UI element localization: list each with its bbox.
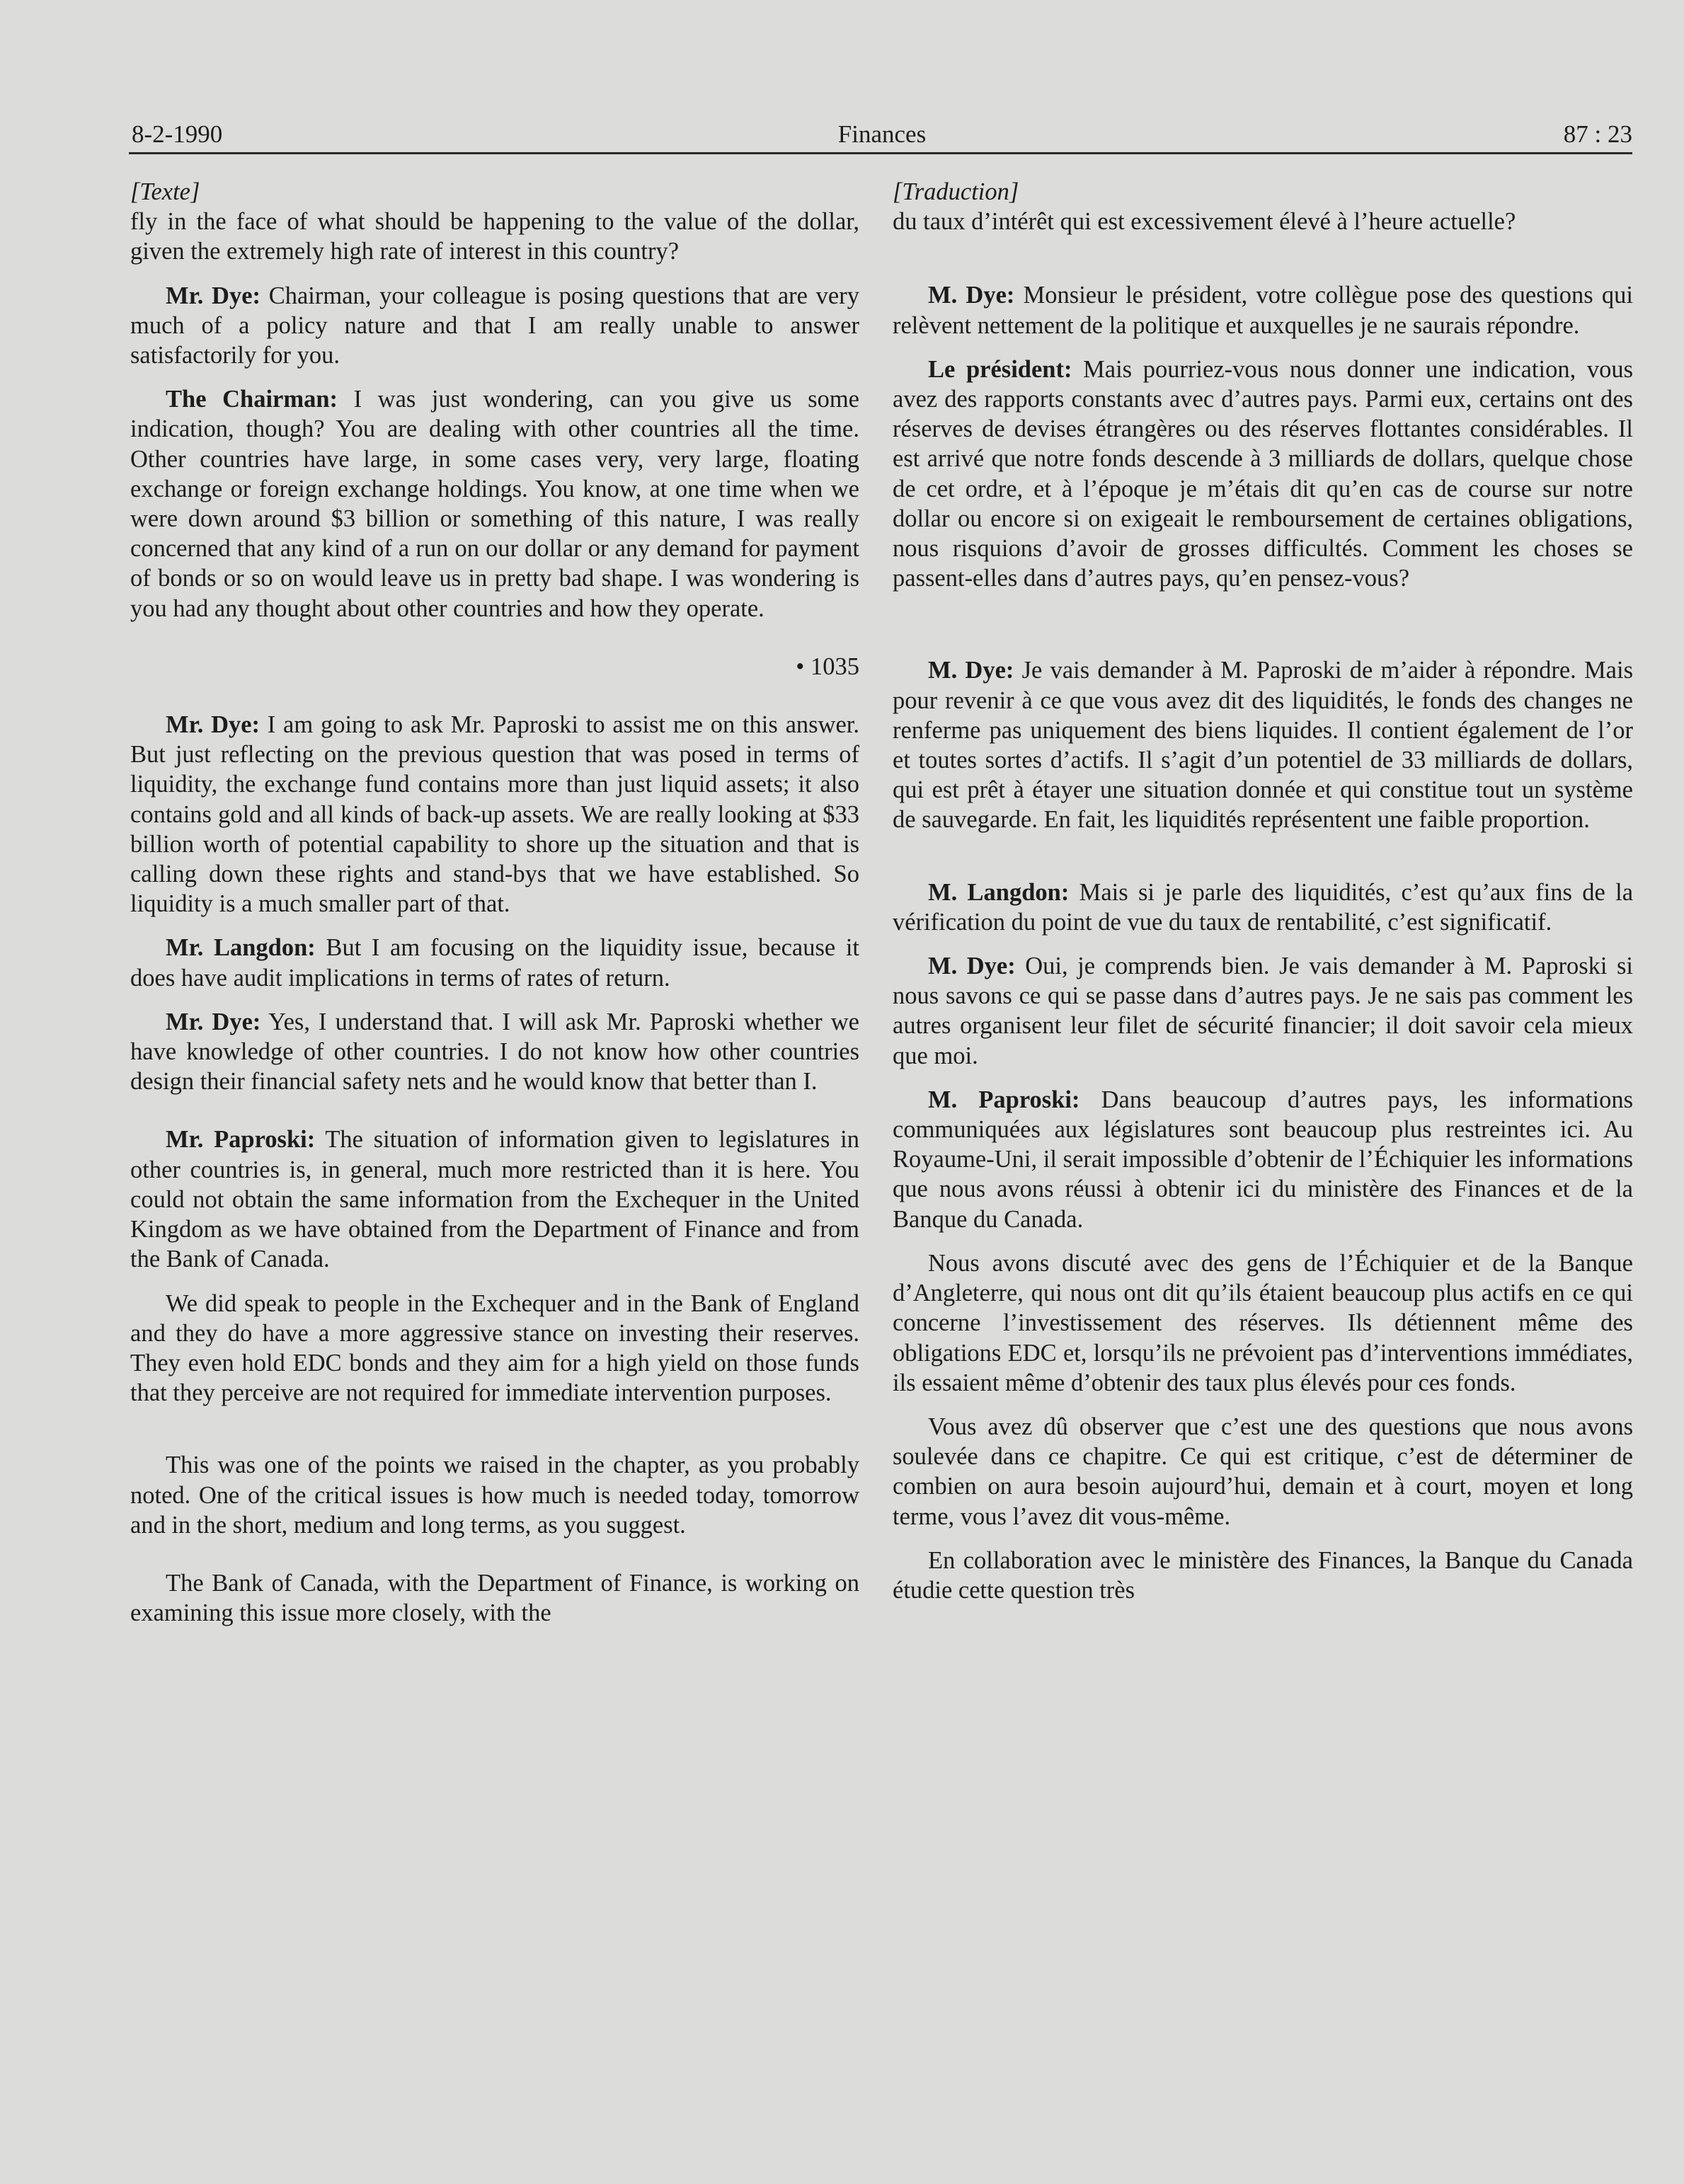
speaker-name: M. Dye: (928, 282, 1015, 309)
speech-paproski (893, 1085, 1633, 1234)
speech-text: I am going to ask Mr. Paproski to assist me on this answer. But just reflecting on the previous question that was posed in terms of liquidity, the exchange fund contains more than just liquid assets; it also contains gold and all kinds of back-up assets. We are really looking at $33 billion worth of potential capability to shore up the situation and that is calling down these rights and stand-bys that we have established. So liquidity is a much smaller part of that. (130, 711, 859, 918)
paragraph: We did speak to people in the Exchequer and in the Bank of England and they do have a more aggressive stance on investing their reserves. They even hold EDC bonds and they aim for a high yield on those funds that they perceive are not required for immediate intervention purposes. (130, 1289, 859, 1407)
speaker-name: Mr. Langdon: (166, 934, 316, 962)
speaker-name: M. Langdon: (928, 878, 1070, 906)
speech-text: Monsieur le président, votre collègue pose des questions qui relèvent nettement de la politique et auxquelles je ne saurais répondre. (893, 282, 1634, 339)
paragraph: du taux d’intérêt qui est excessivement élevé à l’heure actuelle? (893, 208, 1516, 236)
speech-langdon (130, 933, 859, 992)
speech-langdon (893, 878, 1633, 937)
speech-text: Mais pourriez-vous nous donner une indication, vous avez des rapports constants avec d’autres pays. Parmi eux, certains ont des réserves de devises étrangères ou des réserves flottantes considérables. Il est arrivé que notre fonds descende à 3 milliards de dollars, quelque chose de cet ordre, et à l’époque je m’étais dit qu’en cas de course sur notre dollar ou encore si on exigeait le remboursement de certaines obligations, nous risquions d’avoir de grosses difficultés. Comment les choses se passent-elles dans d’autres pays, qu’en pensez-vous? (893, 355, 1633, 592)
speech-text: Chairman, your colleague is posing questions that are very much of a policy nature and that I am really unable to answer satisfactorily for you. (130, 282, 859, 369)
speech-dye-2 (893, 655, 1633, 834)
paragraph: Vous avez dû observer que c’est une des questions que nous avons soulevée dans ce chapitre. Ce qui est critique, c’est de déterminer de combien on aura besoin aujourd’hui, demain et à court, moyen et long terme, vous l’avez dit vous-même. (893, 1413, 1633, 1530)
header-title: Finances (837, 120, 927, 148)
speech-dye-3 (893, 951, 1633, 1071)
speaker-name: M. Dye: (928, 657, 1014, 684)
speech-text: Yes, I understand that. I will ask Mr. Paproski whether we have knowledge of other countries. I do not know how other countries design their financial safety nets and he would know that better than I. (130, 1008, 859, 1096)
page-header (132, 119, 1632, 156)
translation-marker: [Traduction] (893, 178, 1019, 205)
speaker-name: The Chairman: (166, 386, 338, 413)
speech-text: Mais si je parle des liquidités, c’est qu’aux fins de la vérification du point de vue du taux de rentabilité, c’est significatif. (893, 878, 1634, 936)
speaker-name: M. Dye: (928, 953, 1016, 980)
paragraph: fly in the face of what should be happening to the value of the dollar, given the extremely high rate of interest in this country? (130, 208, 859, 265)
speech-dye-1 (130, 281, 859, 371)
speech-text: But I am focusing on the liquidity issue, because it does have audit implications in terms of rates of return. (130, 934, 860, 992)
speech-dye-2 (130, 710, 859, 919)
french-column (893, 177, 1633, 1605)
paragraph: Nous avons discuté avec des gens de l’Échiquier et de la Banque d’Angleterre, qui nous ont dit qu’ils étaient beaucoup plus actifs en ce qui concerne l’investissement des réserves. Ils détiennent même des obligations EDC et, lorsqu’ils ne prévoient pas d’interventions immédiates, ils essaient même d’obtenir des taux plus élevés pour ces fonds. (893, 1249, 1633, 1396)
header-page-number: 87 : 23 (1563, 120, 1632, 148)
speech-text: Je vais demander à M. Paproski de m’aider à répondre. Mais pour revenir à ce que vous avez dit des liquidités, le fonds des changes ne renferme pas uniquement des biens liquides. Il contient également de l’or et toutes sortes d’actifs. Il s’agit d’un potentiel de 33 milliards de dollars, qui est prêt à étayer une situation donnée et qui constitue tout un système de sauvegarde. En fait, les liquidités représentent une faible proportion. (893, 657, 1633, 834)
speech-dye-1 (893, 280, 1633, 340)
speech-text: The situation of information given to legislatures in other countries is, in general, much more restricted than it is here. You could not obtain the same information from the Exchequer in the United Kingdom as we have obtained from the Department of Finance and from the Bank of Canada. (130, 1126, 859, 1273)
speech-chairman (130, 384, 859, 623)
text-marker: [Texte] (130, 178, 200, 205)
speaker-name: Le président: (928, 355, 1072, 383)
english-column (130, 177, 859, 1628)
header-date: 8-2-1990 (132, 120, 223, 148)
timestamp: • 1035 (796, 653, 859, 680)
speech-paproski (130, 1125, 859, 1274)
speech-text: Dans beaucoup d’autres pays, les informations communiquées aux législatures sont beaucoup plus restreintes ici. Au Royaume-Uni, il serait impossible d’obtenir de l’Échiquier les informations que nous avons réussi à obtenir ici du ministère des Finances et de la Banque du Canada. (893, 1086, 1634, 1233)
speech-dye-3 (130, 1007, 859, 1097)
speech-text: I was just wondering, can you give us some indication, though? You are dealing with other countries all the time. Other countries have large, in some cases very, very large, floating exchange or foreign exchange holdings. You know, at one time when we were down around $3 billion or something of this nature, I was really concerned that any kind of a run on our dollar or any demand for payment of bonds or so on would leave us in pretty bad shape. I was wondering is you had any thought about other countries and how they operate. (130, 386, 859, 622)
speaker-name: Mr. Dye: (166, 1008, 261, 1035)
speaker-name: Mr. Dye: (166, 711, 260, 739)
header-rule (129, 152, 1632, 154)
speaker-name: Mr. Paproski: (166, 1126, 316, 1154)
paragraph: En collaboration avec le ministère des Finances, la Banque du Canada étudie cette question très (893, 1546, 1633, 1604)
speech-president (893, 355, 1633, 594)
paragraph: The Bank of Canada, with the Department of Finance, is working on examining this issue more closely, with the (130, 1569, 859, 1627)
speech-text: Oui, je comprends bien. Je vais demander à M. Paproski si nous savons ce qui se passe dans d’autres pays. Je ne sais pas comment les autres organisent leur filet de sécurité financier; il doit savoir cela mieux que moi. (893, 953, 1634, 1069)
speaker-name: Mr. Dye: (166, 282, 261, 309)
paragraph: This was one of the points we raised in the chapter, as you probably noted. One of the critical issues is how much is needed today, tomorrow and in the short, medium and long terms, as you suggest. (130, 1452, 859, 1539)
speaker-name: M. Paproski: (928, 1086, 1080, 1113)
